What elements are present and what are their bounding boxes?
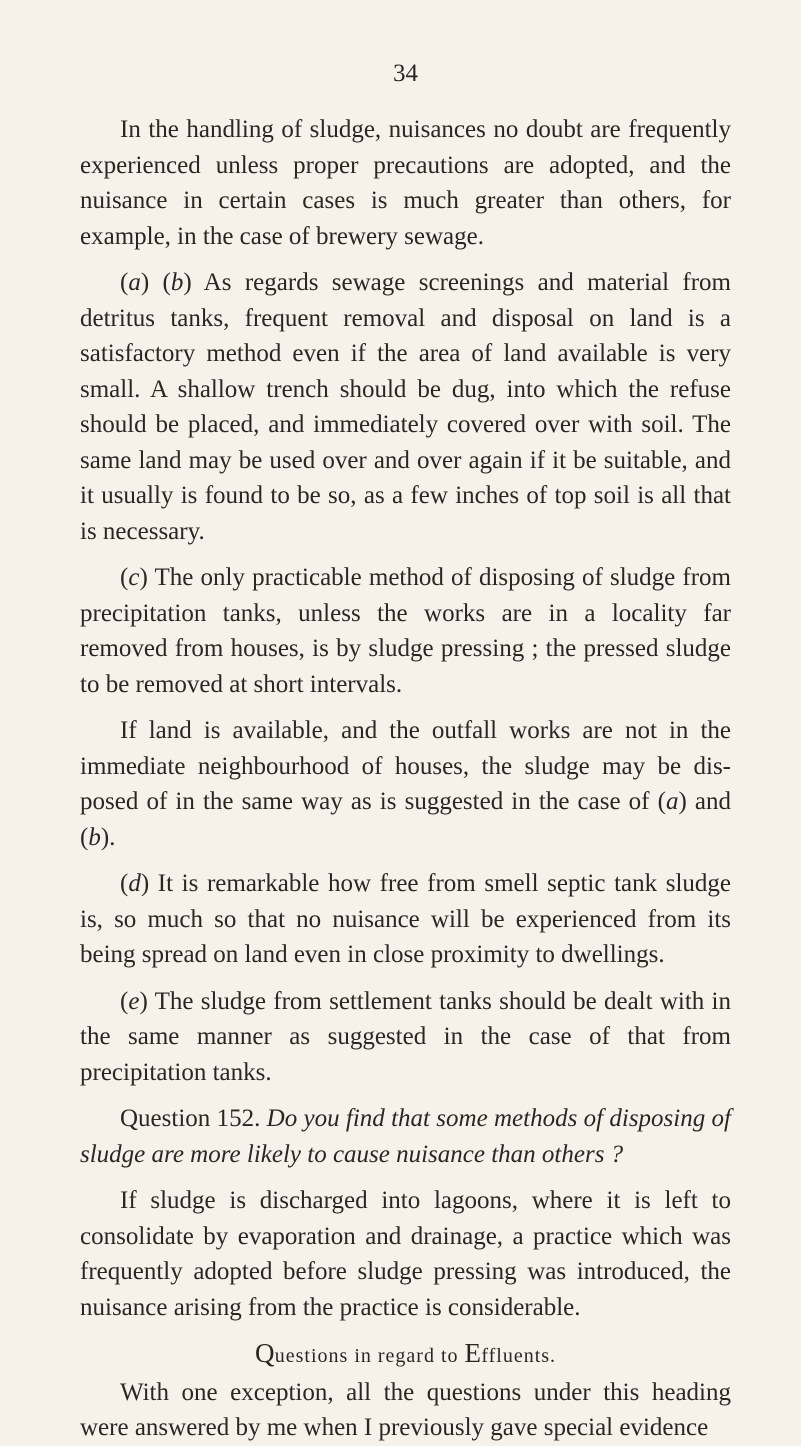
paragraph-text: The sludge from settlement tanks should be dealt with in the same manner as suggested in the case of that from precipitation tanks. <box>80 987 731 1086</box>
heading-rest-2: ffluents. <box>481 1345 557 1367</box>
item-label-a: a <box>128 269 141 296</box>
heading-cap-e: E <box>464 1338 482 1368</box>
paragraph-text: As regards sewage screenings and material from detritus tanks, frequent removal and disposal on land is a satisfactory method even if the area of land available is very small. A shallow trench should be dug, into which the refuse should be placed, and immediately covered over with soil. The same land may be used over and over again if it be suitable, and it usually is found to be so, as a few inches of top soil is all that is necessary. <box>80 269 731 545</box>
period: . <box>109 823 116 851</box>
paragraph-handling-sludge <box>80 112 731 254</box>
paragraph-question-152 <box>80 1101 731 1172</box>
paragraph-land-available: If land is available, and the outfall works are not in the immediate neighbourhood of houses, the sludge may be disposed of in the same way as is suggested in the case of (a) and (b). <box>80 717 731 851</box>
heading-cap-q: Q <box>254 1338 275 1368</box>
heading-rest-1: uestions in regard to <box>274 1345 465 1367</box>
paragraph-ab-screenings: (a) (b) As regards sewage screenings and material from detritus tanks, frequent removal and disposal on land is a satisfactory method even if the area of land available is very small. A shallow trench should be dug, into which the refuse should be placed, and immediately covered over with soil. The same land may be used over and over again if it be suitable, and it usually is found to be so, as a few inches of top soil is all that is necessary. <box>80 269 731 545</box>
paragraph-text: If sludge is discharged into lagoons, where it is left to consolidate by evaporation and drainage, a practice which was frequently adopted before sludge pressing was introduced, the nuisance arising from the practice is considerable. <box>80 1187 731 1321</box>
paragraph-e-settlement: (e) The sludge from settlement tanks should be dealt with in the same manner as suggested in the case of that from precipitation tanks. <box>80 987 731 1086</box>
item-label-d: d <box>128 870 141 897</box>
paragraph-c-precipitation: (c) The only practicable method of disposing of sludge from precipitation tanks, unless the works are in a locality far removed from houses, is by sludge pressing ; the pressed sludge to be removed at short intervals. <box>80 564 731 698</box>
paragraph-text: In the handling of sludge, nuisances no doubt are frequently experienced unless proper precautions are adopted, and the nuisance in certain cases is much greater than others, for example, in the case of brewery sewage. <box>80 116 731 250</box>
question-prefix: Question 152. <box>120 1105 267 1132</box>
paragraph-text: It is remarkable how free from smell septic tank sludge is, so much so that no nuisance will be experienced from its being spread on land even in close proximity to dwellings. <box>80 870 731 968</box>
page-number: 34 <box>393 60 418 87</box>
question-text: Do you find that some methods of disposing of sludge are more likely to cause nuisance than others ? <box>80 1105 731 1168</box>
and-word: and <box>686 788 731 815</box>
item-label-e: e <box>128 987 140 1015</box>
paragraph-d-septic: (d) It is remarkable how free from smell septic tank sludge is, so much so that no nuisance will be experienced from its being spread on land even in close proximity to dwellings. <box>80 870 731 968</box>
ref-label-b: b <box>88 823 101 851</box>
paragraph-text: If land is available, and the outfall works are not in the immediate neighbourhood of houses, the sludge may be disposed of in the same way as is suggested in the case of <box>80 717 731 815</box>
item-label-b: b <box>170 269 184 296</box>
paragraph-text: With one exception, all the questions under this heading were answered by me when I previously gave special evidence <box>80 1378 731 1441</box>
item-label-c: c <box>128 564 140 591</box>
section-heading <box>80 1336 731 1375</box>
paragraph-text: The only practicable method of disposing of sludge from precipitation tanks, unless the works are in a locality far removed from houses, is by sludge pressing ; the pressed sludge to be removed at short intervals. <box>80 564 731 698</box>
ref-label-a: a <box>665 788 679 815</box>
paragraph-lagoons <box>80 1183 731 1325</box>
paragraph-final <box>80 1375 731 1446</box>
